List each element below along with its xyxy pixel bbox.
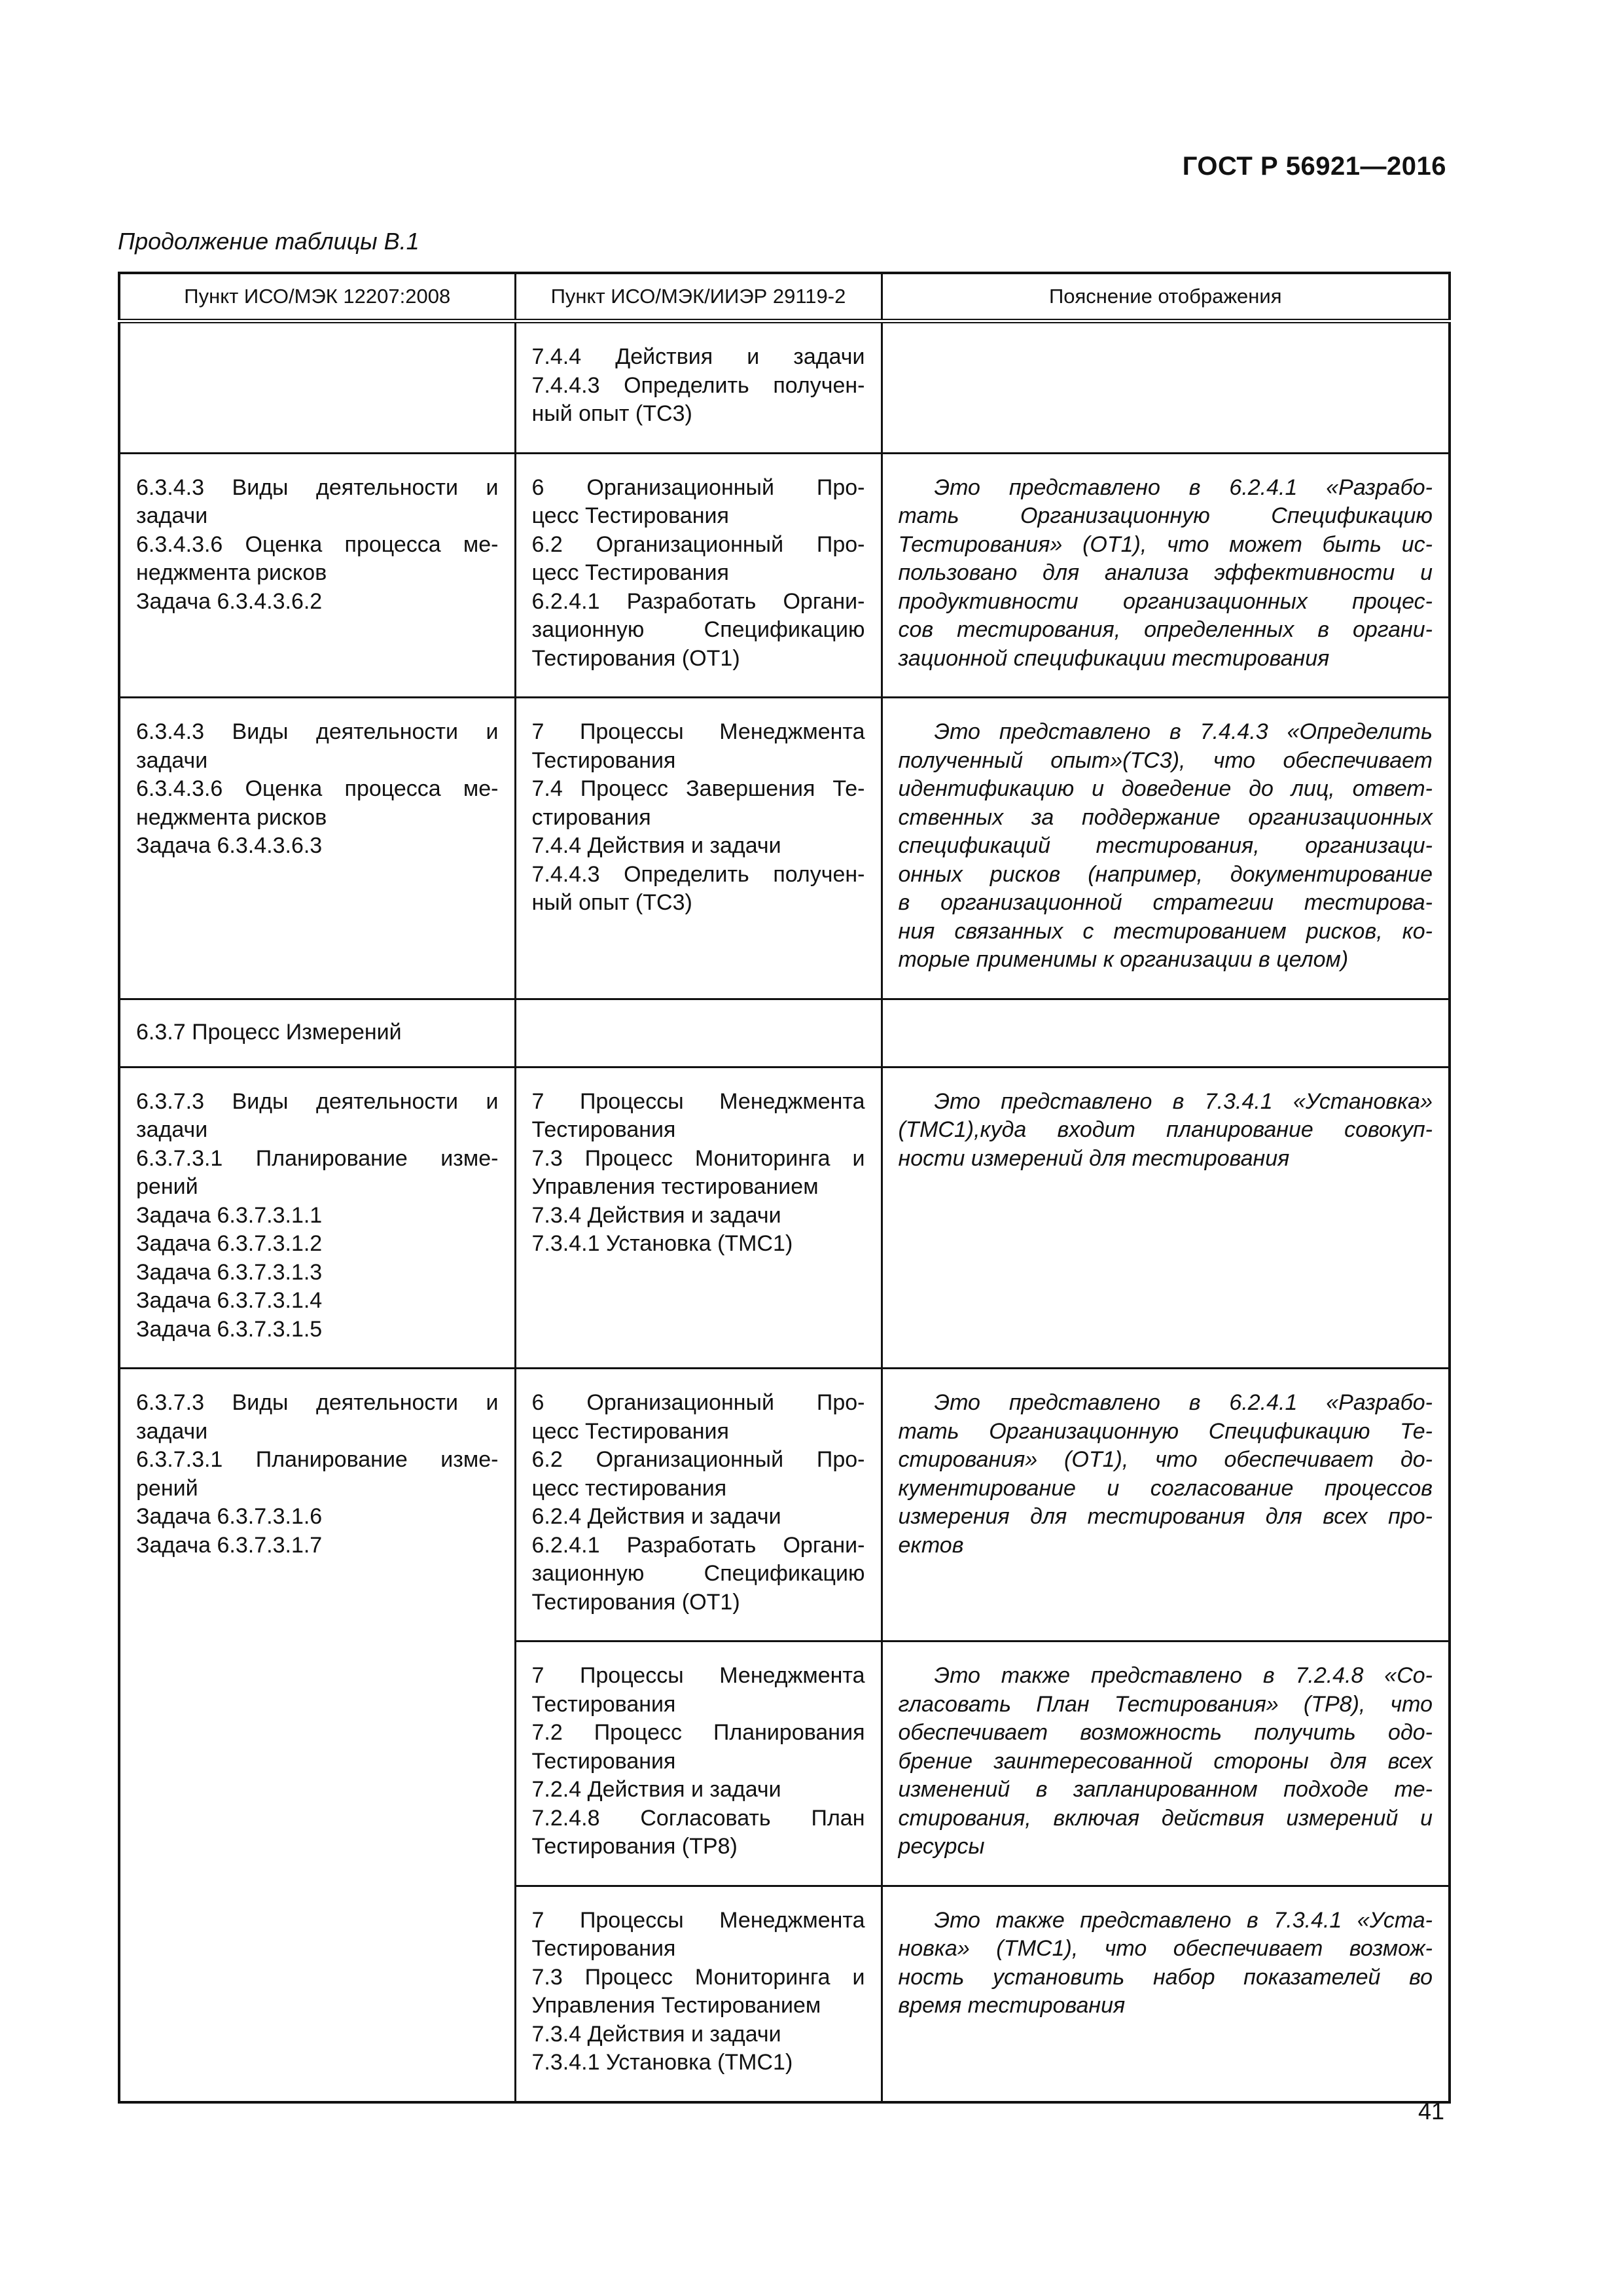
cell-explanation — [882, 698, 1450, 999]
cell-line: Задача 6.3.7.3.1.3 — [136, 1259, 323, 1285]
document-code: ГОСТ Р 56921—2016 — [1182, 152, 1446, 181]
cell-line: стирования — [531, 804, 651, 830]
cell-line: ресурсы — [898, 1834, 985, 1859]
cell-line: цесс Тестирования — [531, 1418, 729, 1444]
cell-line: Задача 6.3.7.3.1.4 — [136, 1288, 323, 1313]
cell-line: 6.2.4.1 Разработать Органи- — [531, 1532, 865, 1558]
cell-iso-29119 — [515, 999, 882, 1067]
page-number: 41 — [1418, 2098, 1444, 2125]
cell-line: ность установить набор показателей во — [898, 1964, 1433, 1990]
cell-iso-12207 — [119, 453, 515, 698]
cell-line: 6.3.7.3.1 Планирование изме- — [136, 1145, 499, 1171]
cell-line: Тестирования — [531, 1691, 676, 1717]
cell-line: ния связанных с тестированием рисков, ко- — [898, 918, 1433, 944]
cell-line: 7.2.4 Действия и задачи — [531, 1777, 781, 1802]
cell-iso-12207 — [119, 1067, 515, 1369]
cell-line: торые применимы к организации в целом) — [898, 947, 1349, 972]
cell-line: 7.3 Процесс Мониторинга и — [531, 1145, 865, 1171]
cell-line: Задача 6.3.7.3.1.2 — [136, 1231, 323, 1256]
cell-line: 7.4.4 Действия и задачи — [531, 833, 781, 858]
cell-line: рений — [136, 1174, 198, 1199]
cell-line: обеспечивает возможность получить одо- — [898, 1720, 1433, 1745]
cell-line: тать Организационную Спецификацию — [898, 503, 1433, 528]
cell-line: Управления тестированием — [531, 1174, 819, 1199]
cell-line: 6.2 Организационный Про- — [531, 1447, 865, 1472]
cell-explanation — [882, 1369, 1450, 1641]
cell-line: Тестирования — [531, 1936, 676, 1961]
cell-line: 6.2.4.1 Разработать Органи- — [531, 588, 865, 614]
cell-line: 6.3.7.3.1 Планирование изме- — [136, 1447, 499, 1472]
cell-line: ности измерений для тестирования — [898, 1145, 1290, 1171]
cell-line: ный опыт (ТС3) — [531, 890, 692, 915]
cell-iso-29119 — [515, 698, 882, 999]
cell-line: 7.3.4.1 Установка (ТМС1) — [531, 2050, 793, 2075]
cell-line: спецификаций тестирования, организаци- — [898, 833, 1433, 858]
cell-line: кументирование и согласование процессов — [898, 1475, 1433, 1501]
cell-line: Тестирования (ТР8) — [531, 1834, 738, 1859]
cell-line: 6.3.4.3 Виды деятельности и — [136, 475, 499, 500]
cell-line: тать Организационную Спецификацию Те- — [898, 1418, 1433, 1444]
cell-line: Управления Тестированием — [531, 1993, 821, 2018]
cell-line: Тестирования — [531, 1117, 676, 1142]
mapping-table — [118, 272, 1451, 2104]
cell-explanation — [882, 1067, 1450, 1369]
cell-line: 6.3.4.3 Виды деятельности и — [136, 719, 499, 744]
cell-iso-29119 — [515, 1886, 882, 2102]
cell-line: 7.4 Процесс Завершения Те- — [531, 776, 865, 801]
cell-line: 6 Организационный Про- — [531, 1390, 865, 1415]
cell-line: 6.3.7 Процесс Измерений — [136, 1019, 402, 1045]
cell-line: Тестирования (ОТ1) — [531, 1589, 740, 1615]
cell-line: задачи — [136, 503, 208, 528]
cell-line: гласовать План Тестирования» (ТР8), что — [898, 1691, 1433, 1717]
table-row — [119, 1369, 1450, 1641]
cell-line: Это представлено в 7.4.4.3 «Определить — [934, 719, 1433, 744]
cell-line: Это представлено в 7.3.4.1 «Установка» — [934, 1088, 1433, 1114]
cell-line: 6.3.4.3.6 Оценка процесса ме- — [136, 531, 499, 557]
cell-explanation — [882, 321, 1450, 454]
cell-iso-12207 — [119, 1369, 515, 2102]
cell-line: стирования, включая действия измерений и — [898, 1805, 1433, 1831]
cell-line: идентификацию и доведение до лиц, ответ- — [898, 776, 1433, 801]
cell-iso-29119 — [515, 1369, 882, 1641]
cell-line: Задача 6.3.4.3.6.3 — [136, 833, 323, 858]
cell-line: задачи — [136, 747, 208, 773]
cell-line: 7.3.4.1 Установка (ТМС1) — [531, 1231, 793, 1256]
cell-line: Тестирования (ОТ1) — [531, 645, 740, 671]
cell-line: Задача 6.3.7.3.1.7 — [136, 1532, 323, 1558]
cell-line: 7.3 Процесс Мониторинга и — [531, 1964, 865, 1990]
cell-line: 7.2.4.8 Согласовать План — [531, 1805, 865, 1831]
cell-line: 7.3.4 Действия и задачи — [531, 2021, 781, 2047]
cell-line: брение заинтересованной стороны для всех — [898, 1748, 1433, 1774]
cell-line: (ТМС1),куда входит планирование совокуп- — [898, 1117, 1433, 1142]
cell-line: измерения для тестирования для всех про- — [898, 1504, 1433, 1529]
cell-line: Это также представлено в 7.2.4.8 «Со- — [934, 1663, 1433, 1688]
cell-line: Это представлено в 6.2.4.1 «Разрабо- — [934, 475, 1433, 500]
table-row — [119, 999, 1450, 1067]
cell-iso-12207 — [119, 999, 515, 1067]
cell-line: 7.4.4.3 Определить получен- — [531, 861, 865, 887]
cell-line: 7 Процессы Менеджмента — [531, 1663, 865, 1688]
cell-explanation — [882, 453, 1450, 698]
cell-line: ственных за поддержание организационных — [898, 804, 1433, 830]
cell-line: 7 Процессы Менеджмента — [531, 1088, 865, 1114]
cell-iso-12207 — [119, 321, 515, 454]
cell-line: 6 Организационный Про- — [531, 475, 865, 500]
cell-line: 6.3.7.3 Виды деятельности и — [136, 1088, 499, 1114]
cell-line: Тестирования — [531, 747, 676, 773]
table-row — [119, 1067, 1450, 1369]
cell-line: Это представлено в 6.2.4.1 «Разрабо- — [934, 1390, 1433, 1415]
cell-line: полученный опыт»(ТС3), что обеспечивает — [898, 747, 1433, 773]
cell-line: 7.2 Процесс Планирования — [531, 1720, 865, 1745]
cell-line: Задача 6.3.4.3.6.2 — [136, 588, 323, 614]
cell-line: ектов — [898, 1532, 964, 1558]
cell-line: неджмента рисков — [136, 804, 327, 830]
cell-line: 7.3.4 Действия и задачи — [531, 1202, 781, 1228]
column-header-iso-29119: Пункт ИСО/МЭК/ИИЭР 29119-2 — [515, 273, 882, 321]
cell-line: рений — [136, 1475, 198, 1501]
cell-line: цесс Тестирования — [531, 560, 729, 585]
cell-line: пользовано для анализа эффективности и — [898, 560, 1433, 585]
cell-line: 6.3.7.3 Виды деятельности и — [136, 1390, 499, 1415]
table-row — [119, 321, 1450, 454]
cell-line: Тестирования» (ОТ1), что может быть ис- — [898, 531, 1433, 557]
cell-line: цесс Тестирования — [531, 503, 729, 528]
cell-iso-29119 — [515, 321, 882, 454]
cell-line: в организационной стратегии тестирова- — [898, 890, 1433, 915]
cell-line: 7.4.4 Действия и задачи — [531, 344, 865, 369]
cell-explanation — [882, 1641, 1450, 1886]
column-header-iso-12207: Пункт ИСО/МЭК 12207:2008 — [119, 273, 515, 321]
table-header-row — [119, 273, 1450, 321]
table-row — [119, 453, 1450, 698]
cell-line: Тестирования — [531, 1748, 676, 1774]
cell-line: неджмента рисков — [136, 560, 327, 585]
cell-line: задачи — [136, 1418, 208, 1444]
cell-line: зационную Спецификацию — [531, 617, 865, 642]
cell-line: Задача 6.3.7.3.1.5 — [136, 1316, 323, 1342]
cell-line: 7 Процессы Менеджмента — [531, 719, 865, 744]
cell-line: время тестирования — [898, 1993, 1126, 2018]
cell-line: 6.2 Организационный Про- — [531, 531, 865, 557]
cell-line: Задача 6.3.7.3.1.6 — [136, 1504, 323, 1529]
cell-line: продуктивности организационных процес- — [898, 588, 1433, 614]
cell-line: 7.4.4.3 Определить получен- — [531, 372, 865, 398]
cell-line: 6.2.4 Действия и задачи — [531, 1504, 781, 1529]
cell-iso-29119 — [515, 1641, 882, 1886]
cell-line: онных рисков (например, документирование — [898, 861, 1433, 887]
table-row — [119, 698, 1450, 999]
cell-line: зационной спецификации тестирования — [898, 645, 1330, 671]
cell-line: новка» (ТМС1), что обеспечивает возмож- — [898, 1936, 1433, 1961]
cell-explanation — [882, 1886, 1450, 2102]
cell-explanation — [882, 999, 1450, 1067]
cell-iso-29119 — [515, 1067, 882, 1369]
cell-line: изменений в запланированном подходе те- — [898, 1777, 1433, 1802]
cell-iso-29119 — [515, 453, 882, 698]
cell-line: стирования» (ОТ1), что обеспечивает до- — [898, 1447, 1433, 1472]
cell-iso-12207 — [119, 698, 515, 999]
cell-line: сов тестирования, определенных в органи- — [898, 617, 1433, 642]
cell-line: зационную Спецификацию — [531, 1561, 865, 1586]
cell-line: ный опыт (ТС3) — [531, 401, 692, 426]
cell-line: Задача 6.3.7.3.1.1 — [136, 1202, 323, 1228]
cell-line: Это также представлено в 7.3.4.1 «Уста- — [934, 1907, 1433, 1933]
cell-line: 6.3.4.3.6 Оценка процесса ме- — [136, 776, 499, 801]
cell-line: цесс тестирования — [531, 1475, 727, 1501]
column-header-explanation: Пояснение отображения — [882, 273, 1450, 321]
table-caption: Продолжение таблицы В.1 — [118, 228, 419, 255]
cell-line: 7 Процессы Менеджмента — [531, 1907, 865, 1933]
cell-line: задачи — [136, 1117, 208, 1142]
